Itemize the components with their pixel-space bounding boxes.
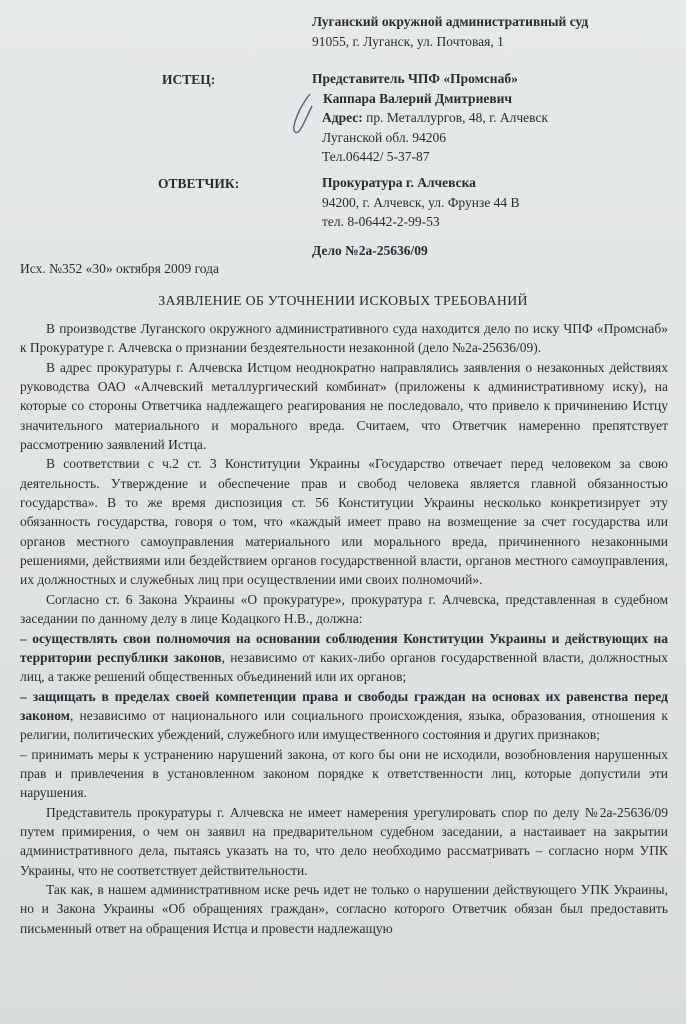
case-number: Дело №2а-25636/09	[312, 243, 428, 258]
paragraph-4: Согласно ст. 6 Закона Украины «О прокуратуре», прокуратура г. Алчевска, представленная в судебном заседании по данному делу в лице Кодацкого Н.В., должна:	[20, 591, 668, 627]
plaintiff-address-line	[312, 108, 548, 128]
defendant-address: 94200, г. Алчевск, ул. Фрунзе 44 В	[322, 194, 520, 210]
defendant-org: Прокуратура г. Алчевска	[322, 175, 476, 190]
court-address: 91055, г. Луганск, ул. Почтовая, 1	[312, 34, 504, 49]
paragraph-7: – принимать меры к устранению нарушений закона, от кого бы они не исходили, возобновления нарушенных прав и привлечения в установленном законом порядке к ответственности лиц, которые допустили эти нарушения.	[20, 746, 668, 801]
paragraph-5-bold: – осуществлять свои полномочия на основании соблюдения Конституции Украины и действующих на территории республики законов	[20, 630, 668, 665]
paragraph-5-rest: , независимо от каких-либо органов государственной власти, должностных лиц, а также решений общественных объединений или их органов;	[20, 649, 668, 685]
paragraph-9: Так как, в нашем административном иске речь идет не только о нарушении действующего УПК Украины, но и Закона Украины «Об обращениях граждан», согласно которого Ответчик обязан был предоставить письменный ответ на обращения Истца и провести надлежащую	[20, 881, 668, 936]
plaintiff-person: Каппара Валерий Дмитриевич	[323, 90, 513, 106]
document-body	[20, 319, 668, 938]
plaintiff-region: Луганской обл. 94206	[322, 129, 447, 145]
outgoing-number: Исх. №352 «30» октября 2009 года	[20, 261, 220, 276]
plaintiff-phone: Тел.06442/ 5-37-87	[322, 149, 430, 164]
paragraph-2: В адрес прокуратуры г. Алчевска Истцом неоднократно направлялись заявления о незаконных действиях руководства ОАО «Алчевский металлургический комбинат» (приложены к административному иску), на которые со стороны Ответчика надлежащего реагирования не последовало, что привело к причинению Истцу значительного материального и морального вреда. Считаем, что Ответчик намеренно препятствует рассмотрению заявлений Истца.	[20, 359, 668, 453]
defendant-block	[322, 173, 520, 232]
plaintiff-address: пр. Металлургов, 48, г. Алчевск	[362, 110, 549, 125]
defendant-phone: тел. 8-06442-2-99-53	[322, 214, 440, 229]
paragraph-3: В соответствии с ч.2 ст. 3 Конституции Украины «Государство отвечает перед человеком за свою деятельность. Утверждение и обеспечение прав и свобод человека является главной обязанностью государства». В то же время диспозиция ст. 56 Конституции Украины несколько конкретизирует эту обязанность государства, говоря о том, что «каждый имеет право на возмещение за счет государства или органов местного самоуправления материального или морального вреда, причиненного незаконными решениями, действиями или бездействием органов государственной власти, органов местного самоуправления, их должностных и служебных лиц при осуществлении ими своих полномочий».	[20, 456, 668, 588]
plaintiff-label: ИСТЕЦ:	[162, 72, 216, 87]
defendant-label: ОТВЕТЧИК:	[158, 176, 240, 191]
plaintiff-org: Представитель ЧПФ «Промснаб»	[312, 71, 518, 86]
paragraph-1: В производстве Луганского окружного административного суда находится дело по иску ЧПФ «Промснаб» к Прокуратуре г. Алчевска о признании бездеятельности незаконной (дело №2а-25636/09).	[20, 321, 668, 356]
paragraph-6-bold: – защищать в пределах своей компетенции права и свободы граждан на основах их равенства перед законом	[20, 688, 668, 723]
document-title: ЗАЯВЛЕНИЕ ОБ УТОЧНЕНИИ ИСКОВЫХ ТРЕБОВАНИЙ	[158, 293, 528, 308]
paragraph-6	[20, 687, 668, 745]
court-name: Луганский окружной административный суд	[312, 14, 589, 29]
paragraph-8: Представитель прокуратуры г. Алчевска не имеет намерения урегулировать спор по делу №2а-25636/09 путем примирения, о чем он заявил на предварительном судебном заседании, а настаивает на закрытии административного дела, пытаясь указать на то, что дело необходимо рассматривать – согласно норм УПК Украины, что не соответствует действительности.	[20, 804, 668, 878]
plaintiff-address-label: Адрес:	[322, 110, 363, 125]
paragraph-5	[20, 629, 668, 687]
handwritten-signature	[288, 92, 318, 138]
paragraph-6-rest: , независимо от национального или социального происхождения, языка, образования, отношения к религии, политических убеждений, служебного или имущественного состояния и других признаков;	[20, 707, 668, 743]
court-header	[312, 12, 588, 52]
plaintiff-block	[312, 69, 548, 167]
